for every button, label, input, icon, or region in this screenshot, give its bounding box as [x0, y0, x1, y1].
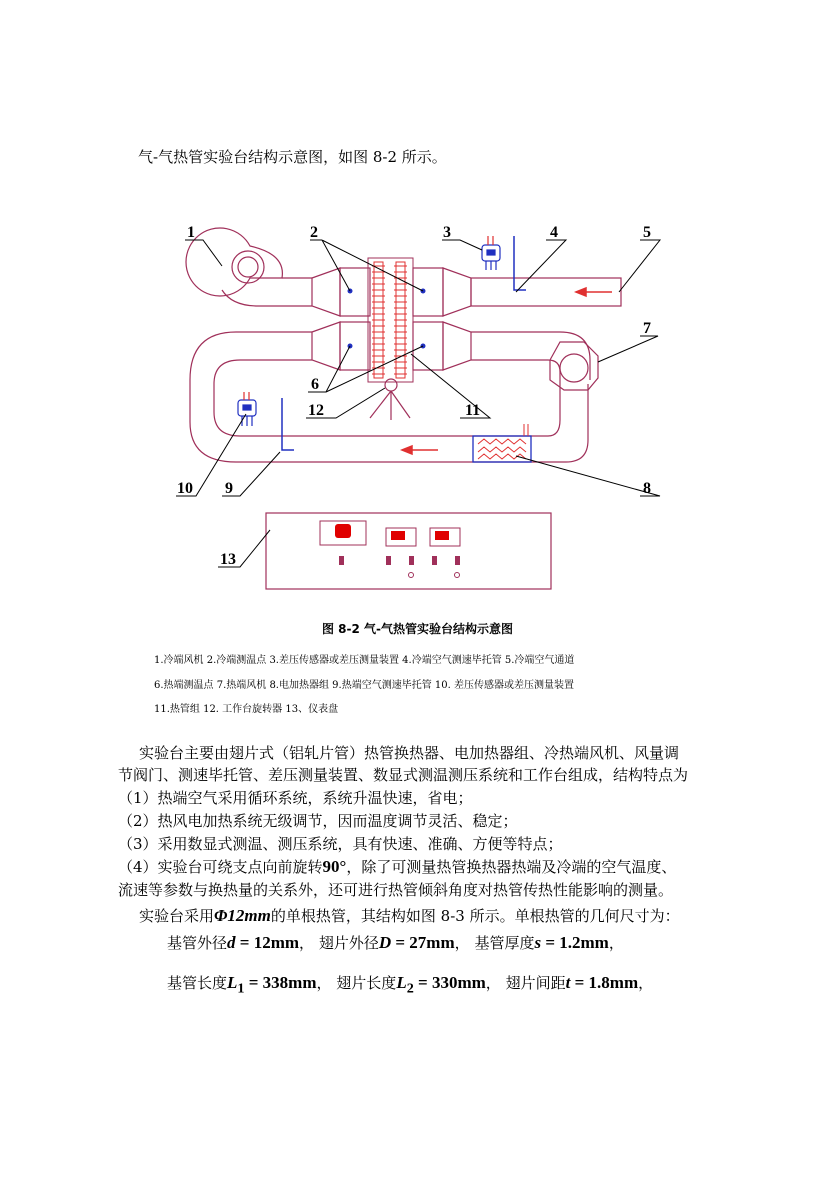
label-12: 12: [308, 402, 324, 419]
label-9: 9: [225, 480, 233, 497]
figure-caption: 图 8-2 气-气热管实验台结构示意图: [321, 622, 514, 636]
label-7: 7: [643, 320, 651, 337]
label-10: 10: [177, 480, 193, 497]
label-11: 11: [465, 402, 481, 419]
label-2: 2: [310, 224, 318, 241]
pressure-sensor-cold: [482, 236, 500, 270]
label-5: 5: [643, 224, 651, 241]
electric-heater: [473, 424, 531, 462]
dimensions-line-1: 基管外径d = 12mm， 翅片外径D = 27mm， 基管厚度s = 1.2mm，: [167, 933, 624, 952]
label-13: 13: [220, 551, 236, 568]
legend-line-3: 11.热管组 12. 工作台旋转器 13、仪表盘: [154, 704, 339, 715]
para1-line1: 实验台主要由翅片式（铝轧片管）热管换热器、电加热器组、冷热端风机、风量调: [139, 744, 680, 762]
para1-line4: （2）热风电加热系统无级调节，因而温度调节灵活、稳定；: [118, 812, 518, 830]
para1-line6: （4）实验台可绕支点向前旋转90°，除了可测量热管换热器热端及冷端的空气温度、: [118, 857, 677, 876]
legend-line-1: 1.冷端风机 2.冷端测温点 3.差压传感器或差压测量装置 4.冷端空气测速毕托管 5.冷端空气通道: [154, 655, 575, 666]
para1-line7: 流速等参数与换热量的关系外，还可进行热管倾斜角度对热管传热性能影响的测量。: [118, 881, 674, 899]
dimensions-line-2: 基管长度$L_1 = 338mm$， 翅片长度$L_2 = 330mm$， 翅片间距t = 1.8mm，: [167, 973, 654, 997]
label-1: 1: [187, 224, 195, 241]
label-4: 4: [550, 224, 558, 241]
heat-pipe-bundle: [368, 258, 413, 382]
para1-line5: （3）采用数显式测温、测压系统，具有快速、准确、方便等特点；: [118, 835, 563, 853]
pressure-sensor-hot: [238, 392, 256, 426]
label-6: 6: [311, 376, 319, 393]
legend-line-2: 6.热端测温点 7.热端风机 8.电加热器组 9.热端空气测速毕托管 10. 差压传感器或差压测量装置: [154, 680, 574, 691]
control-panel-instruments: [320, 521, 460, 578]
para1-line2: 节阀门、测速毕托管、差压测量装置、数显式测温测压系统和工作台组成，结构特点为: [118, 766, 689, 784]
para2: 实验台采用Φ12mm的单根热管，其结构如图 8-3 所示。单根热管的几何尺寸为：: [139, 906, 680, 925]
cold-duct: [282, 268, 621, 316]
label-8: 8: [643, 480, 651, 497]
para1-line3: （1）热端空气采用循环系统，系统升温快速，省电；: [118, 789, 473, 807]
temperature-points: [348, 289, 426, 349]
label-3: 3: [443, 224, 451, 241]
intro-sentence: 气-气热管实验台结构示意图，如图 8-2 所示。: [138, 148, 447, 166]
